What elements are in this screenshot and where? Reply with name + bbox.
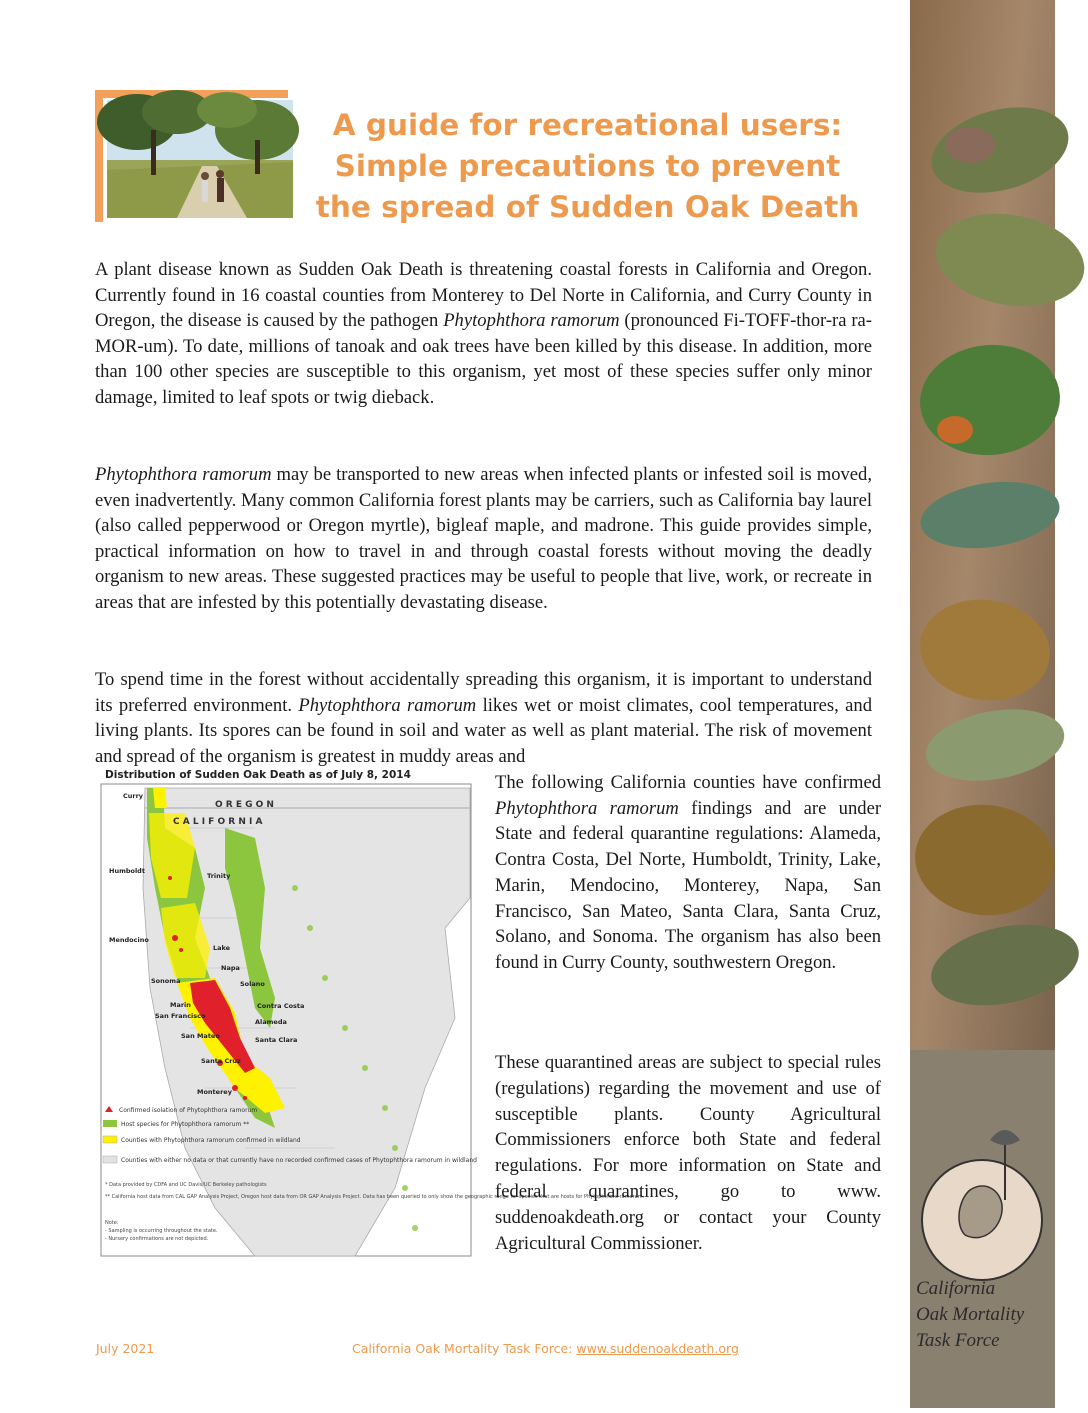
species-name: Phytophthora ramorum <box>495 797 679 819</box>
map-state-label: C A L I F O R N I A <box>173 817 263 827</box>
map-title: Distribution of Sudden Oak Death as of July 8, 2014 <box>105 769 411 781</box>
species-name: Phytophthora ramorum <box>443 310 620 332</box>
logo-line: Oak Mortality <box>916 1304 1025 1325</box>
species-name: Phytophthora ramorum <box>298 694 477 716</box>
legend-confirmed: Confirmed isolation of Phytophthora ramorum <box>119 1107 258 1114</box>
county-label: Alameda <box>255 1018 287 1026</box>
text-span: findings and are under State and federal quarantine regulations: Alameda, Contra Costa, Del Norte, Humboldt, Trinity, Lake, Marin, Mendocino, Monterey, Napa, San Francisco, San Mateo, Santa Clara, Santa Cruz, Solano, and Sonoma. The organism has also been found in Curry County, southwestern Oregon. <box>495 797 882 973</box>
county-label: Lake <box>213 944 231 952</box>
distribution-map <box>95 768 645 1260</box>
title-line: the spread of Sudden Oak Death <box>315 190 860 224</box>
counties-paragraph <box>495 770 881 976</box>
map-note: ** California host data from CAL GAP Analysis Project, Oregon host data from OR GAP Analysis Project. Data has been queried to only show the geographic range for species that are hosts for Phytophthora ramorum. <box>105 1194 645 1200</box>
county-label: Humboldt <box>109 867 145 875</box>
species-name: Phytophthora ramorum <box>95 464 272 485</box>
footer-org-text: California Oak Mortality Task Force: <box>352 1341 577 1356</box>
text-span: likes wet or moist climates, cool temperatures, and living plants. Its spores can be found in soil and water as well as plant material. The risk of movement and spread of the organism is greatest in muddy areas and <box>95 694 872 767</box>
county-label: Trinity <box>207 872 231 880</box>
legend-host: Host species for Phytophthora ramorum ** <box>121 1121 250 1128</box>
hikers-photo <box>107 100 293 218</box>
legend-wildland: Counties with Phytophthora ramorum confirmed in wildland <box>121 1137 301 1144</box>
footer-date: July 2021 <box>96 1341 155 1356</box>
footer-org <box>352 1341 739 1356</box>
county-label: Santa Cruz <box>201 1057 241 1065</box>
map-note: * Data provided by CDFA and UC Davis/UC Berkeley pathologists <box>105 1182 267 1188</box>
map-note: - Nursery confirmations are not depicted. <box>105 1236 209 1242</box>
logo-line: California <box>916 1278 996 1299</box>
task-force-logo-text <box>916 1276 1051 1354</box>
county-label: Mendocino <box>109 936 149 944</box>
leaf-sidebar-image <box>910 0 1055 1408</box>
quarantine-paragraph: These quarantined areas are subject to special rules (regulations) regarding the movement and use of susceptible plants. County Agricultural Commissioners enforce both State and federal regulations. For more information on State and federal quarantines, go to www. suddenoakdeath.org or contact your County Agricultural Commissioner. <box>495 1052 881 1254</box>
county-label: Contra Costa <box>257 1002 305 1010</box>
title-line: Simple precautions to prevent <box>334 149 841 183</box>
transport-paragraph <box>95 462 872 616</box>
county-label: Monterey <box>197 1088 232 1096</box>
text-span: A plant disease known as Sudden Oak Death is threatening coastal forests in California and Oregon. Currently found in 16 coastal counties from Monterey to Del Norte in California, and Curry County in Oregon, the disease is caused by the pathogen <box>95 259 872 332</box>
page-title <box>300 105 875 228</box>
county-label: Solano <box>240 980 265 988</box>
text-span: To spend time in the forest without accidentally spreading this organism, it is important to understand its preferred environment. <box>95 669 872 716</box>
environment-paragraph <box>95 667 872 769</box>
county-label: San Mateo <box>181 1032 220 1040</box>
website-link[interactable]: www.suddenoakdeath.org <box>576 1341 739 1356</box>
county-label: Marin <box>170 1001 191 1009</box>
text-span: may be transported to new areas when infected plants or infested soil is moved, even inadvertently. Many common California forest plants may be carriers, such as California bay laurel (also called pepperwood or Oregon myrtle), bigleaf maple, and madrone. This guide provides simple, practical information on how to travel in and through coastal forests without moving the deadly organism to new areas. These suggested practices may be useful to people that live, work, or recreate in areas that are infested by this potentially devastating disease. <box>95 464 872 613</box>
logo-line: Task Force <box>916 1330 1000 1351</box>
map-state-label: O R E G O N <box>215 800 274 810</box>
legend-none: Counties with either no data or that currently have no recorded confirmed cases of Phytophthora ramorum in wildland <box>121 1157 477 1164</box>
text-span: The following California counties have confirmed <box>495 772 881 793</box>
text-span: (pronounced Fi-TOFF-thor-ra ra-MOR-um). To date, millions of tanoak and oak trees have been killed by this disease. In addition, more than 100 other species are susceptible to this organism, yet most of these species suffer only minor damage, limited to leaf spots or twig dieback. <box>95 310 872 408</box>
county-label: Curry <box>123 792 144 800</box>
county-label: Napa <box>221 964 240 972</box>
county-label: San Francisco <box>155 1012 206 1020</box>
map-note: Note: <box>105 1220 119 1226</box>
county-label: Santa Clara <box>255 1036 298 1044</box>
county-label: Sonoma <box>151 977 181 985</box>
map-note: - Sampling is occurring throughout the state. <box>105 1228 218 1234</box>
intro-paragraph <box>95 257 872 411</box>
title-line: A guide for recreational users: <box>332 108 843 142</box>
